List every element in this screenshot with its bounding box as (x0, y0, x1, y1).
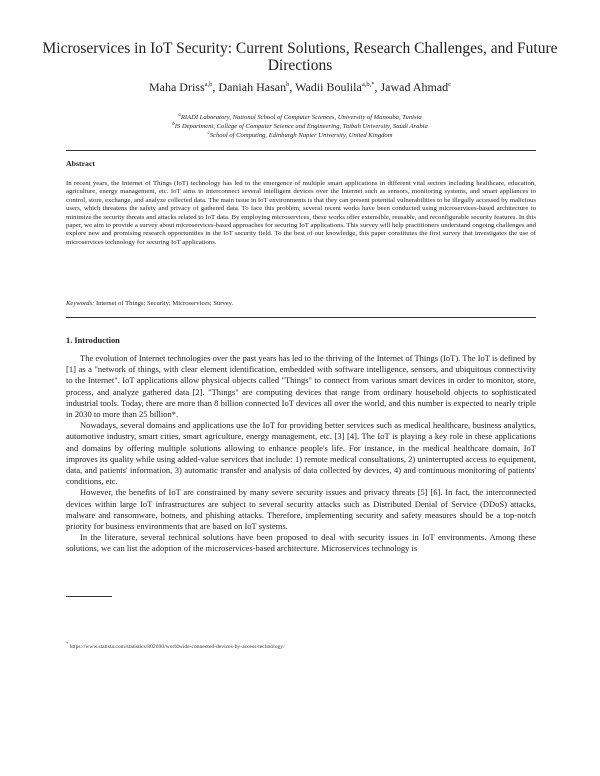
affiliation (60, 130, 540, 140)
affiliation-text: School of Computing, Edinburgh Napier University, United Kingdom (209, 132, 393, 140)
section-heading: 1. Introduction (66, 336, 120, 345)
affiliation-sup: c (207, 131, 210, 136)
author-name: Wadii Boulila (295, 80, 362, 94)
paragraph: Nowadays, several domains and applications use the IoT for providing better services such as medical healthcare, business analytics, automotive industry, smart cities, smart agriculture, energy management, etc. [3] [4]. The IoT is playing a key role in these applications and domains by offering multiple solutions allowing to enhance people's life. For instance, in the medical healthcare domain, IoT improves its quality while using added-value services that include: 1) remote medical consultations, 2) uninterrupted access to equipment, data, and patients' information, 3) automatic transfer and analysis of data collected by devices, 4) and continuous monitoring of patients' conditions, etc. (66, 420, 536, 487)
footnote-divider (66, 596, 112, 597)
footnote-mark: * (66, 641, 69, 646)
affiliation-sup: a (178, 113, 181, 118)
author-name: Jawad Ahmad (380, 80, 449, 94)
footnote-link[interactable]: https://www.statista.com/statistics/802690/worldwide-connected-devices-by-access-technology/ (69, 643, 285, 650)
affiliation-sup: b (172, 122, 175, 127)
paper-title: Microservices in IoT Security: Current Solutions, Research Challenges, and Future Directions (42, 40, 558, 74)
keywords (66, 300, 536, 307)
abstract-text: In recent years, the Internet of Things (IoT) technology has led to the emergence of multiple smart applications in different vital sectors including healthcare, education, agriculture, energy management, etc. IoT aims to interconnect several intelligent devices over the Internet such as sensors, monitoring systems, and smart appliances to control, store, exchange, and analyze collected data. The main issue in IoT environments is that they can present potential vulnerabilities to be illegally accessed by malicious users, which threatens the safety and privacy of gathered data. To face this problem, several recent works have been conducted using microservices-based architecture to minimize the security threats and attacks related to IoT data. By employing microservices, these works offer extensible, reusable, and reconfigurable security features. In this paper, we aim to provide a survey about microservices-based approaches for securing IoT applications. This survey will help practitioners understand ongoing challenges and explore new and promising research opportunities in the IoT security field. To the best of our knowledge, this paper constitutes the first survey that investigates the use of microservices technology for securing IoT applications. (66, 180, 536, 246)
abstract-heading: Abstract (66, 159, 96, 168)
keywords-text: Internet of Things; Security; Microservices; Survey. (95, 300, 234, 307)
introduction-body (66, 353, 536, 555)
paragraph: However, the benefits of IoT are constrained by many severe security issues and privacy threats [5] [6]. In fact, the interconnected devices within large IoT infrastructures are subject to several security attacks such as Distributed Denial of Service (DDoS) attacks, malware and ransomware, botnets, and phishing attacks. Therefore, implementing security and safety measures should be a top-notch priority for business environments that are based on IoT systems. (66, 487, 536, 532)
paragraph: The evolution of Internet technologies over the past years has led to the thriving of the Internet of Things (IoT). The IoT is defined by [1] as a "network of things, with clear element identification, embedded with software intelligence, sensors, and ubiquitous connectivity to the Internet". IoT applications allow physical objects called "Things" to connect from various smart devices in order to monitor, store, process, and analyze gathered data [2]. "Things" are computing devices that range from ordinary household objects to sophisticated industrial tools. Today, there are more than 8 billion connected IoT devices all over the world, and this number is expected to nearly triple in 2030 to more than 25 billion*. (66, 353, 536, 420)
author-sup: c (448, 81, 451, 88)
author-sup: a,b,* (361, 81, 375, 88)
author-sup: a,b (204, 81, 213, 88)
affiliation-text: RIADI Laboratory, National School of Computer Sciences, University of Manouba, Tunisia (180, 114, 422, 122)
footnote (66, 641, 285, 650)
author-list: Maha Driss$^{a,b}$, Daniah Hasan$^b$, Wadii Boulila$^{a,b,*}$, Jawad Ahmad$^c$ (148, 80, 451, 94)
author-name: Maha Driss (148, 80, 205, 94)
author-name: Daniah Hasan (218, 80, 287, 94)
divider (66, 317, 536, 318)
divider (66, 150, 536, 151)
author-sup: b (286, 81, 290, 88)
affiliation-text: IS Department, College of Computer Science and Engineering, Taibah University, Saudi Arabia (174, 123, 428, 131)
keywords-label: Keywords: (66, 300, 95, 307)
paragraph: In the literature, several technical solutions have been proposed to deal with security issues in IoT environments. Among these solutions, we can list the adoption of the microservices-based architecture. Microservices technology is (66, 532, 536, 554)
